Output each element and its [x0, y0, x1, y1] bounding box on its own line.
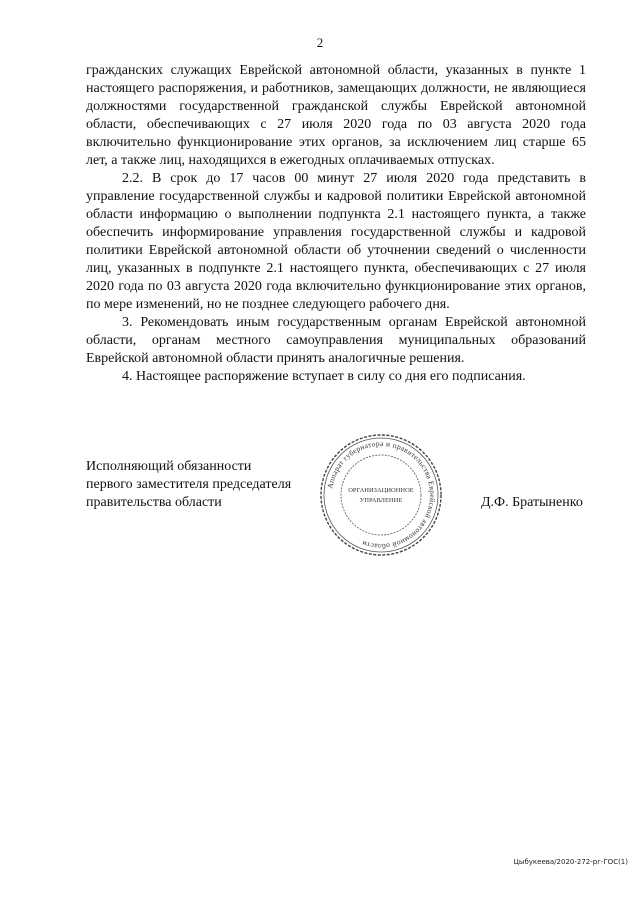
- paragraph-2-2: 2.2. В срок до 17 часов 00 минут 27 июля 2020 года представить в управление государственной службы и кадровой политики Еврейской автономной области информацию о выполнении подпункта 2.1 настоящего пункта, а также обеспечить информирование управления государственной службы и кадровой политики Еврейской автономной области об уточнении сведений о численности лиц, указанных в подпункте 2.1 настоящего пункта, обеспечивающих с 27 июля 2020 года по 03 августа 2020 года включительно функционирование этих органов, по мере изменений, но не позднее следующего рабочего дня.: [86, 171, 586, 312]
- paragraph-4: 4. Настоящее распоряжение вступает в силу со дня его подписания.: [122, 369, 526, 384]
- stamp-center-line: УПРАВЛЕНИЕ: [359, 497, 403, 504]
- signatory-title-line: первого заместителя председателя: [86, 477, 292, 492]
- stamp-outer-text: Аппарат губернатора и правительства Еврейской автономной области: [325, 438, 438, 552]
- signatory-title: [86, 458, 326, 512]
- official-stamp: [318, 432, 444, 558]
- paragraph-continuation: гражданских служащих Еврейской автономной области, указанных в пункте 1 настоящего распоряжения, и работников, замещающих должности, не являющиеся должностями государственной гражданской службы Еврейской автономной области, обеспечивающих с 27 июля 2020 года по 03 августа 2020 года включительно функционирование этих органов, за исключением лиц старше 65 лет, а также лиц, находящихся в ежегодных оплачиваемых отпусках.: [86, 63, 586, 168]
- page-number: 2: [316, 35, 324, 50]
- document-footer-reference: Цыбукеева/2020-272-рг-ГОС(1): [513, 858, 628, 866]
- svg-text:Аппарат губернатора и правител: [325, 439, 437, 551]
- signatory-title-line: Исполняющий обязанности: [86, 459, 252, 474]
- paragraph-3: 3. Рекомендовать иным государственным органам Еврейской автономной области, органам местного самоуправления муниципальных образований Еврейской автономной области принять аналогичные решения.: [86, 315, 586, 366]
- stamp-center-line: ОРГАНИЗАЦИОННОЕ: [348, 487, 414, 494]
- document-body: [86, 62, 586, 386]
- signatory-name: Д.Ф. Братыненко: [481, 495, 583, 510]
- signatory-title-line: правительства области: [86, 495, 222, 510]
